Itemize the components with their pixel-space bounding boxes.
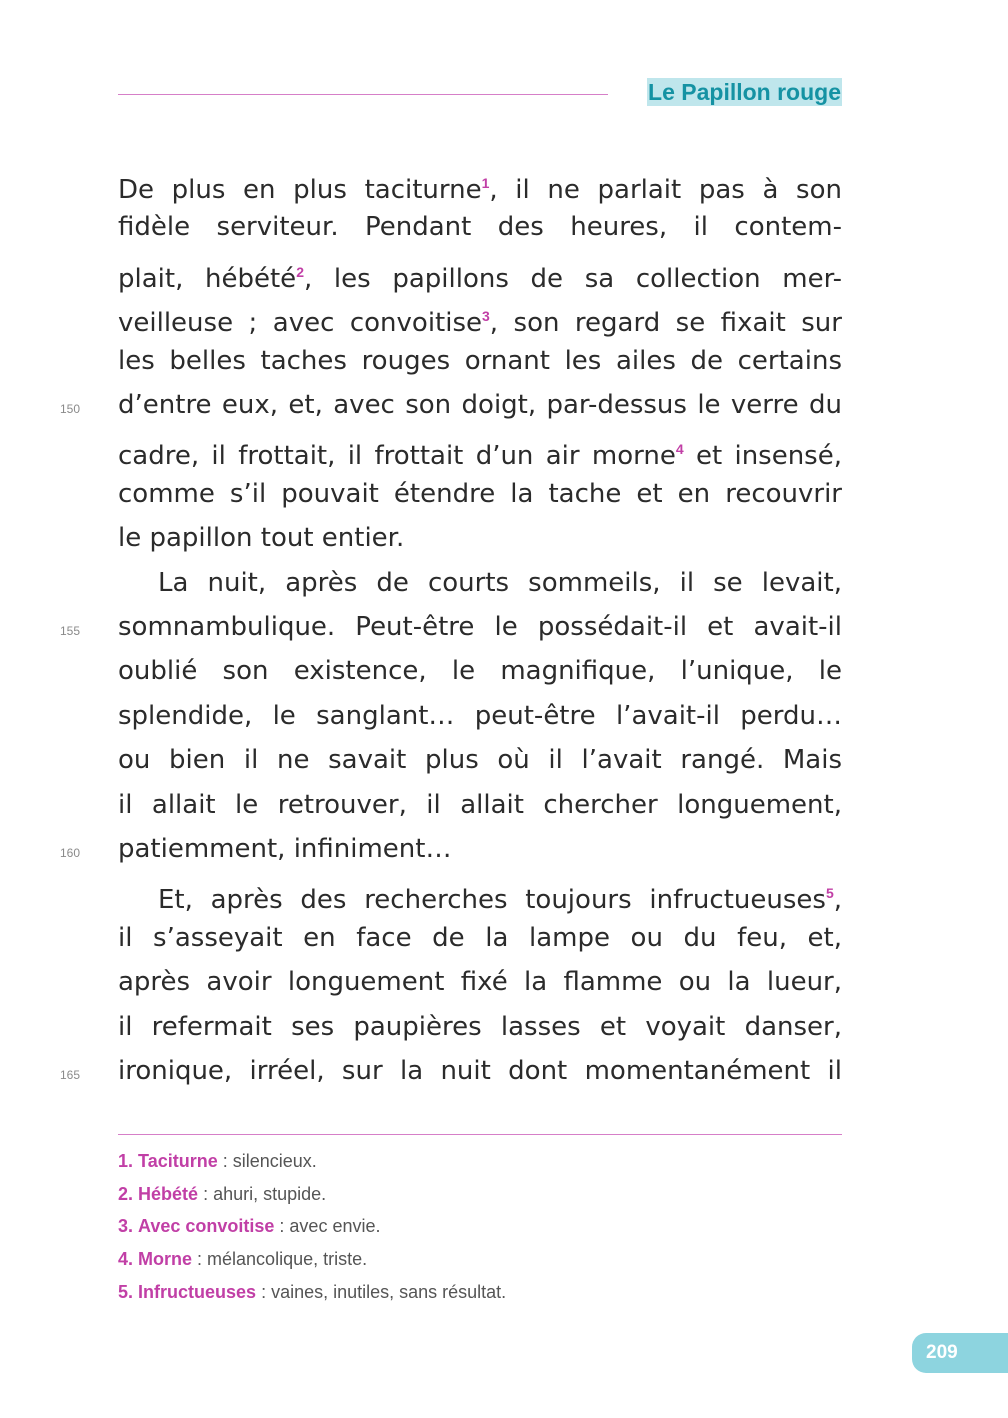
text-line: après avoir longuement fixé la flamme ou la lueur, bbox=[118, 967, 842, 997]
line-number: 165 bbox=[60, 1068, 81, 1082]
line-number: 160 bbox=[60, 846, 81, 860]
footnote: 3. Avec convoitise : avec envie. bbox=[118, 1216, 381, 1236]
text-line: oublié son existence, le magnifique, l’unique, le bbox=[118, 656, 842, 686]
text-line: il s’asseyait en face de la lampe ou du feu, et, bbox=[118, 923, 842, 953]
footnote: 1. Taciturne : silencieux. bbox=[118, 1151, 317, 1171]
footnote-ref: 1 bbox=[481, 175, 490, 191]
text-line: La nuit, après de courts sommeils, il se levait, bbox=[158, 568, 842, 598]
text-line: comme s’il pouvait étendre la tache et en recouvrir bbox=[118, 479, 842, 509]
text-line: les belles taches rouges ornant les ailes de certains bbox=[118, 346, 842, 376]
text-line: patiemment, infiniment… bbox=[118, 834, 452, 864]
text-line: plait, hébété$^2$, les papillons de sa collection mer- bbox=[118, 264, 842, 294]
text-line: d’entre eux, et, avec son doigt, par-dessus le verre du bbox=[118, 390, 842, 420]
text-line: il refermait ses paupières lasses et voyait danser, bbox=[118, 1012, 842, 1042]
footnote: 5. Infructueuses : vaines, inutiles, sans résultat. bbox=[118, 1282, 507, 1302]
footnote-ref: 5 bbox=[825, 885, 834, 901]
page-number: 209 bbox=[926, 1342, 958, 1363]
running-title: Le Papillon rouge bbox=[648, 79, 841, 105]
footnote-ref: 3 bbox=[482, 308, 490, 324]
line-number: 150 bbox=[60, 402, 81, 416]
footnote: 2. Hébété : ahuri, stupide. bbox=[118, 1184, 327, 1204]
text-line: Et, après des recherches toujours infructueuses$^5$, bbox=[158, 885, 842, 915]
footnote-rule bbox=[118, 1134, 842, 1135]
text-line: somnambulique. Peut-être le possédait-il et avait-il bbox=[118, 612, 842, 642]
text-line: veilleuse ; avec convoitise$^3$, son regard se fixait sur bbox=[118, 308, 842, 338]
footnote: 4. Morne : mélancolique, triste. bbox=[118, 1249, 368, 1269]
text-line: splendide, le sanglant… peut-être l’avait-il perdu… bbox=[118, 701, 842, 731]
footnote-ref: 4 bbox=[675, 441, 684, 457]
header-rule bbox=[118, 94, 608, 95]
text-line: De plus en plus taciturne$^1$, il ne parlait pas à son bbox=[118, 175, 842, 205]
line-number: 155 bbox=[60, 624, 81, 638]
text-line: ou bien il ne savait plus où il l’avait rangé. Mais bbox=[118, 745, 842, 775]
text-line: ironique, irréel, sur la nuit dont momentanément il bbox=[118, 1056, 842, 1086]
text-line: fidèle serviteur. Pendant des heures, il contem- bbox=[118, 212, 842, 242]
footnote-ref: 2 bbox=[296, 264, 304, 280]
text-line: il allait le retrouver, il allait chercher longuement, bbox=[118, 790, 842, 820]
text-line: le papillon tout entier. bbox=[118, 523, 405, 553]
text-line: cadre, il frottait, il frottait d’un air morne$^4$ et insensé, bbox=[118, 441, 842, 471]
